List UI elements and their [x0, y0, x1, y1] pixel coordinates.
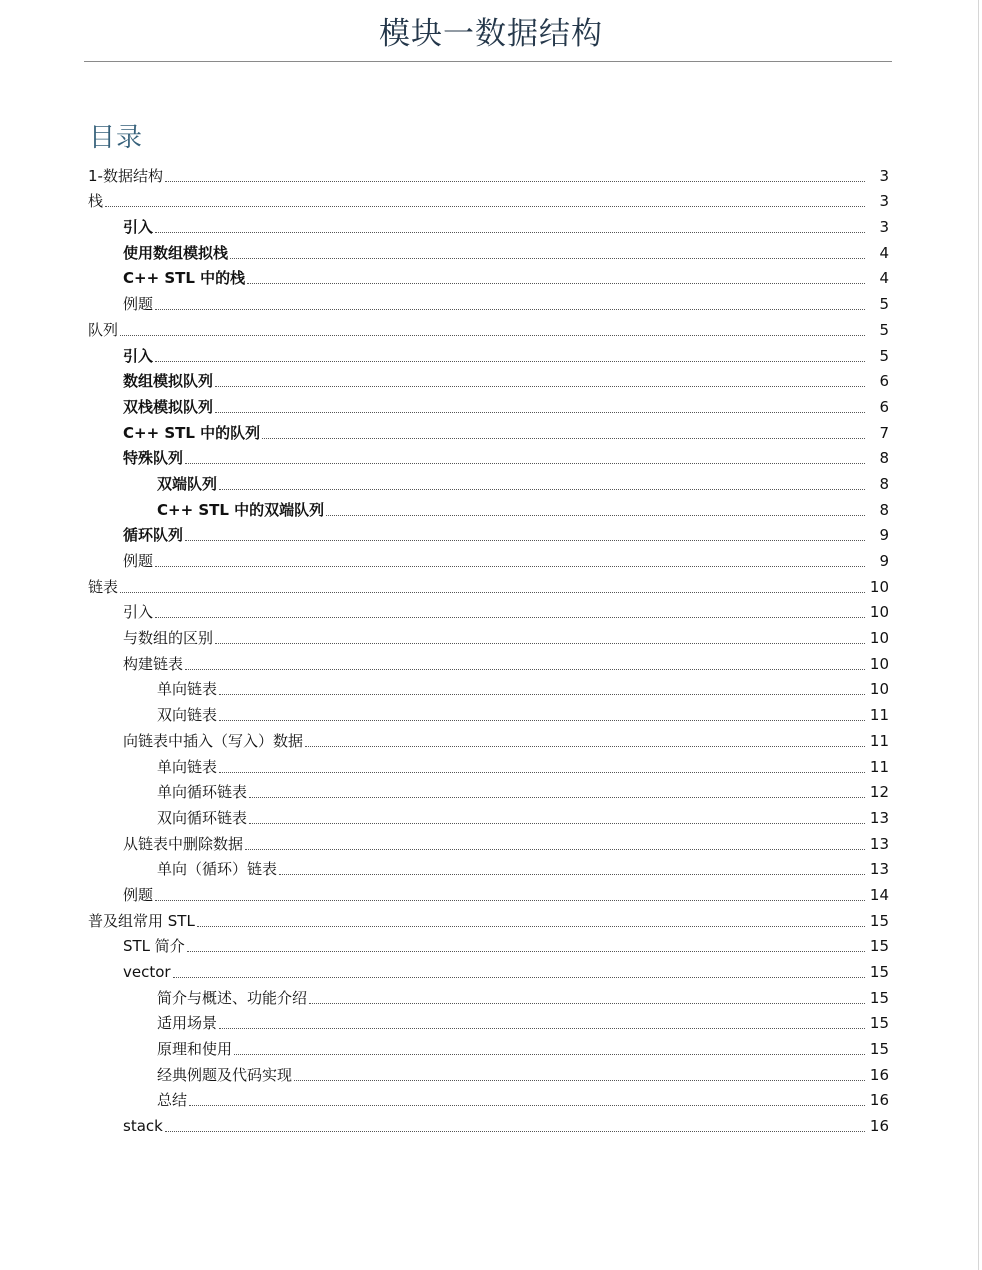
- toc-entry-page-number: 10: [869, 629, 889, 648]
- toc-entry-page-number: 13: [869, 860, 889, 879]
- toc-entry-page-number: 10: [869, 680, 889, 699]
- toc-dot-leader: [219, 1027, 865, 1029]
- toc-dot-leader: [309, 1002, 865, 1004]
- toc-entry-label: stack: [123, 1117, 163, 1136]
- toc-entry[interactable]: [0, 597, 982, 623]
- toc-dot-leader: [155, 360, 865, 362]
- toc-entry-page-number: 16: [869, 1065, 889, 1084]
- toc-dot-leader: [197, 925, 865, 927]
- toc-dot-leader: [189, 1104, 865, 1106]
- toc-entry-label: 原理和使用: [157, 1040, 233, 1059]
- toc-entry[interactable]: [0, 443, 982, 469]
- toc-entry-label: 循环队列: [123, 526, 184, 545]
- toc-entry-page-number: 6: [879, 397, 889, 416]
- toc-entry[interactable]: [0, 956, 982, 982]
- toc-entry-label: vector: [123, 963, 171, 981]
- toc-entry-page-number: 5: [879, 295, 889, 314]
- toc-entry-page-number: 10: [869, 577, 889, 596]
- toc-entry-label: 引入: [123, 218, 154, 237]
- toc-entry-label: STL 简介: [123, 937, 185, 956]
- toc-entry-page-number: 10: [869, 654, 889, 673]
- toc-entry-page-number: 15: [869, 1014, 889, 1033]
- toc-entry-label: 双栈模拟队列: [123, 397, 214, 416]
- toc-entry-page-number: 3: [879, 218, 889, 237]
- toc-entry[interactable]: [0, 391, 982, 417]
- toc-dot-leader: [165, 180, 865, 182]
- toc-entry[interactable]: [0, 314, 982, 340]
- toc-dot-leader: [185, 462, 865, 464]
- header-divider: [84, 61, 892, 62]
- toc-dot-leader: [155, 231, 865, 233]
- toc-dot-leader: [120, 334, 865, 336]
- toc-dot-leader: [187, 950, 865, 952]
- toc-entry-label: 简介与概述、功能介绍: [157, 988, 308, 1007]
- toc-entry-label: 特殊队列: [123, 449, 184, 468]
- toc-entry-label: 构建链表: [123, 654, 184, 673]
- toc-entry[interactable]: [0, 237, 982, 263]
- toc-entry[interactable]: [0, 622, 982, 648]
- toc-entry[interactable]: [0, 288, 982, 314]
- toc-entry-label: 单向（循环）链表: [157, 860, 278, 879]
- toc-entry-label: 适用场景: [157, 1014, 218, 1033]
- toc-entry-page-number: 15: [869, 911, 889, 930]
- table-of-contents: [0, 160, 982, 1136]
- toc-dot-leader: [219, 693, 865, 695]
- toc-entry[interactable]: [0, 1008, 982, 1034]
- toc-entry-page-number: 10: [869, 603, 889, 622]
- toc-entry[interactable]: [0, 648, 982, 674]
- toc-entry-page-number: 15: [869, 937, 889, 956]
- toc-dot-leader: [279, 873, 865, 875]
- toc-entry-page-number: 13: [869, 808, 889, 827]
- toc-entry[interactable]: [0, 802, 982, 828]
- toc-entry[interactable]: [0, 468, 982, 494]
- toc-entry[interactable]: [0, 545, 982, 571]
- toc-dot-leader: [155, 565, 865, 567]
- toc-entry-label: 引入: [123, 603, 154, 622]
- toc-entry-page-number: 13: [869, 834, 889, 853]
- toc-entry[interactable]: [0, 520, 982, 546]
- toc-entry-page-number: 5: [879, 320, 889, 339]
- toc-entry[interactable]: [0, 160, 982, 186]
- toc-entry-page-number: 8: [879, 500, 889, 519]
- toc-entry[interactable]: [0, 417, 982, 443]
- toc-dot-leader: [155, 616, 865, 618]
- toc-entry-label: C++ STL 中的栈: [123, 269, 246, 288]
- toc-entry-page-number: 11: [869, 706, 889, 725]
- toc-entry[interactable]: [0, 751, 982, 777]
- toc-dot-leader: [120, 591, 865, 593]
- document-title: 模块一数据结构: [379, 16, 603, 52]
- toc-entry[interactable]: [0, 1033, 982, 1059]
- toc-dot-leader: [262, 437, 865, 439]
- toc-entry-page-number: 5: [879, 346, 889, 365]
- toc-entry[interactable]: [0, 725, 982, 751]
- toc-entry-page-number: 16: [869, 1091, 889, 1110]
- toc-entry[interactable]: [0, 1085, 982, 1111]
- toc-entry-label: 例题: [123, 885, 154, 904]
- toc-entry-page-number: 9: [879, 526, 889, 545]
- toc-entry[interactable]: [0, 340, 982, 366]
- toc-entry-label: 总结: [157, 1091, 188, 1110]
- toc-entry[interactable]: [0, 494, 982, 520]
- toc-dot-leader: [219, 771, 865, 773]
- toc-entry-page-number: 4: [879, 243, 889, 262]
- toc-entry-page-number: 7: [879, 423, 889, 442]
- toc-dot-leader: [215, 642, 865, 644]
- toc-dot-leader: [234, 1053, 865, 1055]
- toc-dot-leader: [185, 668, 865, 670]
- toc-heading: 目录: [89, 123, 144, 153]
- toc-dot-leader: [215, 385, 865, 387]
- toc-entry-label: 单向循环链表: [157, 783, 248, 802]
- toc-entry-label: 双向循环链表: [157, 808, 248, 827]
- toc-entry[interactable]: [0, 982, 982, 1008]
- toc-entry[interactable]: [0, 674, 982, 700]
- toc-dot-leader: [249, 822, 865, 824]
- toc-entry-page-number: 15: [869, 988, 889, 1007]
- toc-entry-page-number: 3: [879, 166, 889, 185]
- toc-dot-leader: [155, 308, 865, 310]
- toc-entry-page-number: 6: [879, 372, 889, 391]
- toc-dot-leader: [230, 257, 865, 259]
- toc-entry-page-number: 8: [879, 449, 889, 468]
- toc-entry-label: 链表: [88, 577, 119, 596]
- toc-entry[interactable]: [0, 211, 982, 237]
- toc-entry-page-number: 11: [869, 757, 889, 776]
- toc-entry-page-number: 14: [869, 885, 889, 904]
- toc-entry[interactable]: [0, 263, 982, 289]
- toc-entry[interactable]: [0, 571, 982, 597]
- toc-entry-label: 从链表中删除数据: [123, 834, 244, 853]
- toc-dot-leader: [245, 848, 865, 850]
- toc-entry-label: C++ STL 中的队列: [123, 423, 261, 442]
- toc-dot-leader: [155, 899, 865, 901]
- toc-entry-label: 双向链表: [157, 706, 218, 725]
- toc-entry-label: 使用数组模拟栈: [123, 243, 229, 262]
- toc-dot-leader: [215, 411, 865, 413]
- toc-entry[interactable]: [0, 366, 982, 392]
- toc-entry-page-number: 15: [869, 963, 889, 981]
- toc-entry[interactable]: [0, 186, 982, 212]
- toc-entry-label: 队列: [88, 320, 119, 339]
- toc-dot-leader: [305, 745, 865, 747]
- toc-entry-page-number: 16: [869, 1117, 889, 1136]
- toc-entry-page-number: 11: [869, 731, 889, 750]
- toc-entry-page-number: 4: [879, 269, 889, 288]
- toc-dot-leader: [219, 488, 865, 490]
- toc-entry[interactable]: [0, 699, 982, 725]
- toc-entry-label: 与数组的区别: [123, 629, 214, 648]
- toc-entry-label: 普及组常用 STL: [88, 911, 195, 930]
- toc-entry[interactable]: [0, 854, 982, 880]
- toc-entry[interactable]: [0, 905, 982, 931]
- toc-dot-leader: [185, 539, 865, 541]
- toc-entry-label: 例题: [123, 295, 154, 314]
- toc-entry-label: 经典例题及代码实现: [157, 1065, 293, 1084]
- toc-entry-page-number: 9: [879, 552, 889, 570]
- toc-dot-leader: [326, 514, 865, 516]
- toc-dot-leader: [173, 976, 865, 978]
- toc-entry-label: 引入: [123, 346, 154, 365]
- toc-dot-leader: [219, 719, 865, 721]
- toc-entry-page-number: 15: [869, 1040, 889, 1059]
- toc-entry-label: 例题: [123, 552, 154, 570]
- toc-entry[interactable]: [0, 879, 982, 905]
- toc-entry[interactable]: [0, 828, 982, 854]
- toc-entry-label: 1-数据结构: [88, 166, 163, 185]
- toc-dot-leader: [294, 1079, 865, 1081]
- toc-entry-label: 双端队列: [157, 474, 218, 493]
- toc-entry-label: 单向链表: [157, 757, 218, 776]
- toc-entry-label: 单向链表: [157, 680, 218, 699]
- toc-entry[interactable]: [0, 931, 982, 957]
- toc-entry[interactable]: [0, 777, 982, 803]
- toc-entry-label: C++ STL 中的双端队列: [157, 500, 325, 519]
- toc-entry-label: 栈: [88, 192, 104, 211]
- toc-dot-leader: [249, 796, 865, 798]
- toc-entry-label: 向链表中插入（写入）数据: [123, 731, 304, 750]
- toc-entry-label: 数组模拟队列: [123, 372, 214, 391]
- toc-dot-leader: [247, 282, 865, 284]
- toc-entry-page-number: 8: [879, 474, 889, 493]
- toc-dot-leader: [105, 205, 865, 207]
- toc-entry[interactable]: [0, 1110, 982, 1136]
- toc-entry-page-number: 12: [869, 783, 889, 802]
- toc-entry[interactable]: [0, 1059, 982, 1085]
- toc-dot-leader: [165, 1130, 865, 1132]
- toc-entry-page-number: 3: [879, 192, 889, 211]
